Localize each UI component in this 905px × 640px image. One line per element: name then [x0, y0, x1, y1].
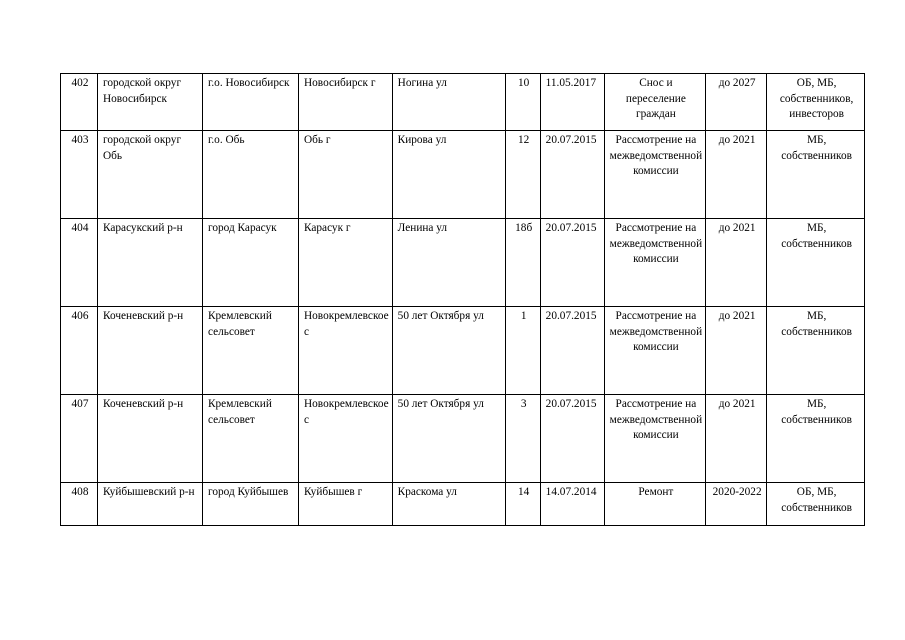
- row-number: 406: [61, 307, 98, 395]
- street-cell: 50 лет Октября ул: [392, 395, 505, 483]
- building-cell: 3: [505, 395, 540, 483]
- municipality-cell: г.о. Новосибирск: [203, 74, 299, 131]
- municipality-cell: город Карасук: [203, 219, 299, 307]
- funding-cell: МБ, собственников: [767, 219, 865, 307]
- district-cell: городской округ Новосибирск: [98, 74, 203, 131]
- settlement-cell: Куйбышев г: [299, 483, 393, 526]
- funding-cell: МБ, собственников: [767, 395, 865, 483]
- row-number: 407: [61, 395, 98, 483]
- row-number: 402: [61, 74, 98, 131]
- date-cell: 20.07.2015: [540, 131, 604, 219]
- district-cell: Коченевский р-н: [98, 307, 203, 395]
- table-row: [61, 307, 865, 395]
- date-cell: 14.07.2014: [540, 483, 604, 526]
- street-cell: 50 лет Октября ул: [392, 307, 505, 395]
- building-cell: 14: [505, 483, 540, 526]
- term-cell: 2020-2022: [706, 483, 767, 526]
- action-cell: Рассмотрение на межведомственной комиссии: [604, 307, 705, 395]
- date-cell: 11.05.2017: [540, 74, 604, 131]
- table-row: [61, 219, 865, 307]
- date-cell: 20.07.2015: [540, 307, 604, 395]
- action-cell: Рассмотрение на межведомственной комиссии: [604, 395, 705, 483]
- settlement-cell: Новокремлевское с: [299, 395, 393, 483]
- street-cell: Краскома ул: [392, 483, 505, 526]
- table-row: [61, 483, 865, 526]
- municipality-cell: г.о. Обь: [203, 131, 299, 219]
- funding-cell: МБ, собственников: [767, 131, 865, 219]
- term-cell: до 2027: [706, 74, 767, 131]
- funding-cell: МБ, собственников: [767, 307, 865, 395]
- building-cell: 18б: [505, 219, 540, 307]
- housing-registry-table: [60, 73, 865, 526]
- table-row: [61, 74, 865, 131]
- settlement-cell: Обь г: [299, 131, 393, 219]
- street-cell: Ногина ул: [392, 74, 505, 131]
- date-cell: 20.07.2015: [540, 395, 604, 483]
- municipality-cell: Кремлевский сельсовет: [203, 307, 299, 395]
- district-cell: городской округ Обь: [98, 131, 203, 219]
- district-cell: Куйбышевский р-н: [98, 483, 203, 526]
- municipality-cell: город Куйбышев: [203, 483, 299, 526]
- settlement-cell: Новокремлевское с: [299, 307, 393, 395]
- action-cell: Рассмотрение на межведомственной комиссии: [604, 131, 705, 219]
- district-cell: Карасукский р-н: [98, 219, 203, 307]
- district-cell: Коченевский р-н: [98, 395, 203, 483]
- row-number: 403: [61, 131, 98, 219]
- table-row: [61, 395, 865, 483]
- action-cell: Снос и переселение граждан: [604, 74, 705, 131]
- date-cell: 20.07.2015: [540, 219, 604, 307]
- building-cell: 10: [505, 74, 540, 131]
- term-cell: до 2021: [706, 219, 767, 307]
- row-number: 404: [61, 219, 98, 307]
- term-cell: до 2021: [706, 307, 767, 395]
- funding-cell: ОБ, МБ, собственников, инвесторов: [767, 74, 865, 131]
- funding-cell: ОБ, МБ, собственников: [767, 483, 865, 526]
- row-number: 408: [61, 483, 98, 526]
- term-cell: до 2021: [706, 395, 767, 483]
- action-cell: Ремонт: [604, 483, 705, 526]
- term-cell: до 2021: [706, 131, 767, 219]
- table-row: [61, 131, 865, 219]
- action-cell: Рассмотрение на межведомственной комиссии: [604, 219, 705, 307]
- street-cell: Ленина ул: [392, 219, 505, 307]
- settlement-cell: Новосибирск г: [299, 74, 393, 131]
- street-cell: Кирова ул: [392, 131, 505, 219]
- building-cell: 1: [505, 307, 540, 395]
- building-cell: 12: [505, 131, 540, 219]
- municipality-cell: Кремлевский сельсовет: [203, 395, 299, 483]
- settlement-cell: Карасук г: [299, 219, 393, 307]
